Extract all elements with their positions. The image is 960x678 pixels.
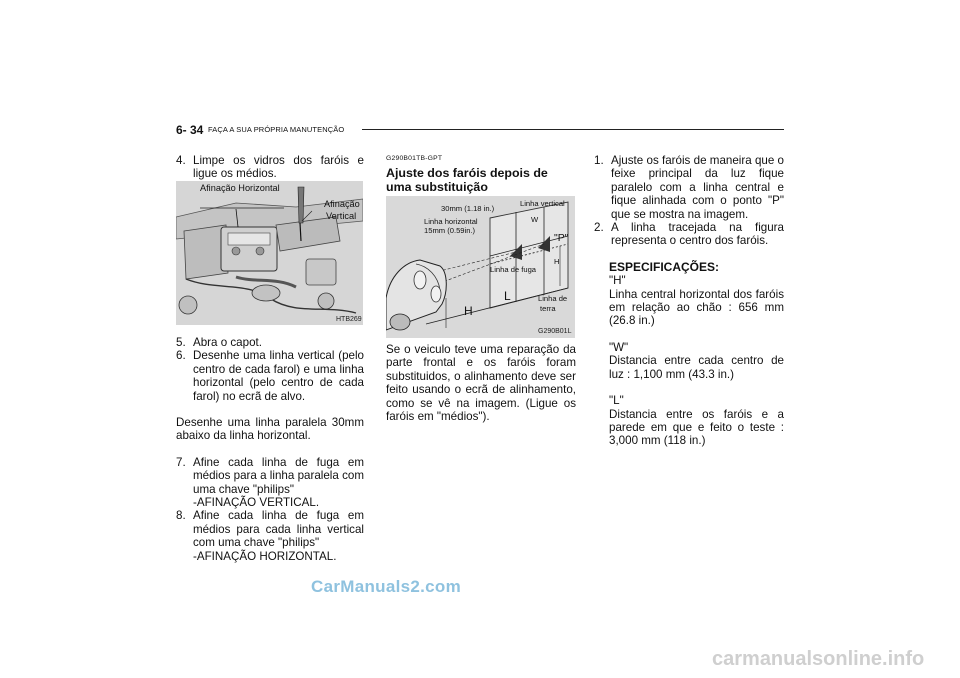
- spec-w-text: Distancia entre cada centro de luz : 1,100 mm (43.3 in.): [609, 354, 784, 381]
- step-1: [594, 154, 784, 221]
- spec-title: ESPECIFICAÇÕES:: [609, 259, 720, 274]
- label-vertical-adjust-2: Vertical: [326, 211, 357, 221]
- paragraph-parallel-line: Desenhe uma linha paralela 30mm abaixo da linha horizontal.: [176, 416, 364, 443]
- alignment-figure: [386, 196, 575, 338]
- label-w: W: [531, 215, 539, 224]
- label-h: H: [464, 304, 473, 318]
- step-8: [176, 509, 364, 563]
- step-7: [176, 456, 364, 510]
- step-text: Desenhe uma linha vertical (pelo centro de cada farol) e uma linha horizontal (pelo centro de cada farol) no ecrã de alvo.: [193, 349, 364, 403]
- header-rule: [362, 129, 784, 130]
- spec-l-key: "L": [609, 394, 624, 408]
- step-6: [176, 349, 364, 403]
- left-column-bottom: [176, 336, 364, 563]
- step-number: 2.: [594, 221, 604, 235]
- label-ground-line-1: Linha de: [538, 294, 568, 303]
- step-number: 8.: [176, 509, 186, 523]
- label-horizontal-line-2: 15mm (0.59in.): [424, 226, 476, 235]
- step-number: 7.: [176, 455, 186, 469]
- spec-h-text: Linha central horizontal dos faróis em relação ao chão : 656 mm (26.8 in.): [609, 287, 784, 328]
- label-ground-line-2: terra: [540, 304, 556, 313]
- section-header-title: FAÇA A SUA PRÓPRIA MANUTENÇÃO: [208, 125, 345, 134]
- step-text: Afine cada linha de fuga em médios para a linha paralela com uma chave "philips": [193, 455, 364, 496]
- label-h-small: H: [554, 257, 560, 266]
- alignment-diagram: [386, 196, 575, 338]
- step-text: Afine cada linha de fuga em médios para cada linha vertical com uma chave "philips": [193, 509, 364, 550]
- step-text: Limpe os vidros dos faróis e ligue os médios.: [193, 154, 364, 181]
- label-l: L: [504, 289, 511, 303]
- spec-h-key: "H": [609, 274, 626, 288]
- spec-l-text: Distancia entre os faróis e a parede em que e feito o teste : 3,000 mm (118 in.): [609, 407, 784, 448]
- figure-code: HTB269: [336, 316, 362, 323]
- step-number: 6.: [176, 349, 186, 363]
- step-2: [594, 221, 784, 248]
- label-horizontal-line-1: Linha horizontal: [424, 217, 478, 226]
- label-p: "P": [554, 232, 569, 244]
- right-column: [594, 154, 784, 448]
- watermark-carmanualsonline[interactable]: carmanualsonline.info: [712, 648, 925, 670]
- step-subtext: -AFINAÇÃO HORIZONTAL.: [193, 549, 337, 563]
- label-vanishing-line: Linha de fuga: [490, 265, 537, 274]
- section-id: G290B01TB-GPT: [386, 155, 443, 162]
- step-4: [176, 154, 364, 181]
- middle-paragraph: Se o veiculo teve uma reparação da parte frontal e os faróis foram substituidos, o alinhamento deve ser feito usando o ecrã de alinhamento, como se vê na imagem. (Ligue os faróis em "médios").: [386, 343, 576, 424]
- left-column-top: [176, 154, 364, 181]
- step-text: Ajuste os faróis de maneira que o feixe principal da luz fique paralelo com a linha central e fique alinhada com o ponto "P" que se mostra na imagem.: [611, 154, 784, 221]
- engine-bay-figure: [176, 181, 363, 325]
- step-text: A linha tracejada na figura representa o centro dos faróis.: [611, 221, 784, 248]
- specifications: [594, 261, 784, 448]
- label-vertical-adjust-1: Afinação: [324, 199, 360, 209]
- spec-w-key: "W": [609, 340, 629, 354]
- label-vertical-line: Linha vertical: [520, 199, 565, 208]
- label-30mm: 30mm (1.18 in.): [441, 204, 495, 213]
- step-subtext: -AFINAÇÃO VERTICAL.: [193, 496, 320, 510]
- page-number: 6- 34: [176, 123, 204, 137]
- step-text: Abra o capot.: [193, 336, 262, 349]
- step-number: 5.: [176, 336, 186, 349]
- watermark-carmanuals2[interactable]: CarManuals2.com: [311, 577, 461, 596]
- section-title: Ajuste dos faróis depois de uma substituição: [386, 166, 548, 194]
- label-horizontal-adjust: Afinação Horizontal: [200, 183, 280, 193]
- step-5: [176, 336, 364, 349]
- middle-column-heading: [386, 155, 576, 194]
- figure-code: G290B01L: [538, 328, 572, 335]
- step-number: 4.: [176, 154, 186, 167]
- step-number: 1.: [594, 154, 604, 167]
